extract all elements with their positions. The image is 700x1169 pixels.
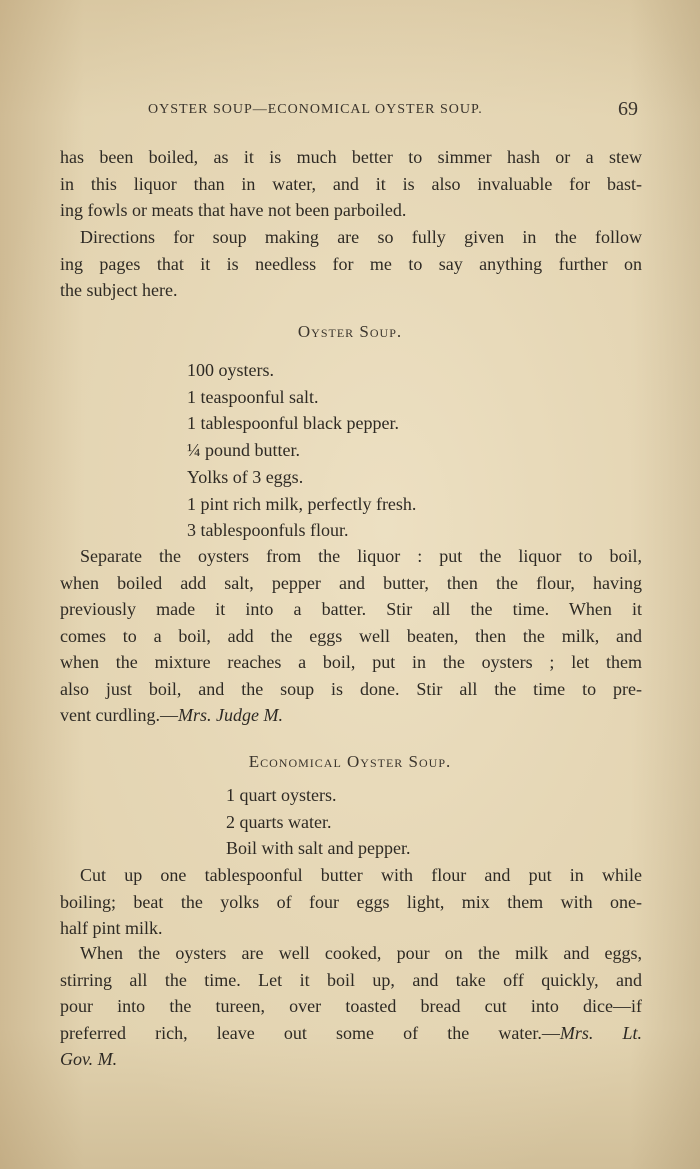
text-line: when boiled add salt, pepper and butter, then the flour, having: [60, 572, 642, 593]
text-line: boiling; beat the yolks of four eggs light, mix them with one-: [60, 891, 642, 912]
text-line: ing pages that it is needless for me to say anything further on: [60, 253, 642, 274]
ingredient-item: 1 pint rich milk, perfectly fresh.: [187, 493, 417, 514]
text-line: has been boiled, as it is much better to simmer hash or a stew: [60, 147, 642, 167]
economical-soup-paragraph-1: [60, 862, 642, 942]
ingredient-item: 100 oysters.: [187, 360, 274, 380]
attribution: Gov. M.: [60, 1049, 118, 1069]
text-line: [60, 1020, 642, 1047]
directions-paragraph: [60, 224, 642, 304]
economical-soup-heading: Economical Oyster Soup.: [248, 752, 452, 771]
text-fragment: preferred rich, leave out some of the water.—: [60, 1022, 560, 1043]
text-line: comes to a boil, add the eggs well beaten, then the milk, and: [60, 625, 642, 646]
text-line: the subject here.: [60, 280, 178, 300]
intro-paragraph: [60, 144, 642, 224]
text-line: When the oysters are well cooked, pour on the milk and eggs,: [80, 943, 642, 963]
page-number: 69: [618, 98, 638, 120]
attribution: Mrs. Lt.: [559, 1022, 642, 1043]
text-line: [60, 702, 642, 729]
oyster-soup-ingredients: [187, 357, 416, 544]
ingredient-item: 1 tablespoonful black pepper.: [187, 413, 399, 434]
running-title: OYSTER SOUP—ECONOMICAL OYSTER SOUP.: [148, 102, 483, 117]
text-line: Directions for soup making are so fully given in the follow: [80, 227, 642, 247]
text-line: stirring all the time. Let it boil up, and take off quickly, and: [60, 969, 642, 990]
oyster-soup-heading: Oyster Soup.: [297, 322, 403, 341]
ingredient-item: Boil with salt and pepper.: [226, 838, 411, 859]
ingredient-item: 1 teaspoonful salt.: [187, 386, 319, 407]
text-line: Separate the oysters from the liquor : put the liquor to boil,: [80, 546, 642, 566]
text-line: ing fowls or meats that have not been parboiled.: [60, 200, 407, 220]
ingredient-item: ¼ pound butter.: [187, 440, 300, 461]
ingredient-item: Yolks of 3 eggs.: [187, 466, 304, 487]
economical-soup-paragraph-2: [60, 940, 642, 1073]
text-line: Cut up one tablespoonful butter with flour and put in while: [80, 865, 642, 885]
attribution: Mrs. Judge M.: [177, 705, 283, 725]
text-line: [60, 1046, 642, 1073]
ingredient-item: 3 tablespoonfuls flour.: [187, 520, 349, 541]
running-header: [0, 98, 700, 122]
text-line: when the mixture reaches a boil, put in the oysters ; let them: [60, 652, 642, 672]
oyster-soup-method: [60, 543, 642, 729]
ingredient-item: 2 quarts water.: [226, 811, 332, 832]
text-line: also just boil, and the soup is done. Stir all the time to pre-: [60, 678, 642, 699]
text-line: pour into the tureen, over toasted bread cut into dice—if: [60, 996, 642, 1016]
economical-soup-ingredients: [226, 782, 410, 862]
text-line: previously made it into a batter. Stir all the time. When it: [60, 599, 642, 619]
ingredient-item: 1 quart oysters.: [226, 785, 337, 805]
text-fragment: vent curdling.—: [60, 705, 178, 725]
text-line: half pint milk.: [60, 918, 163, 938]
text-line: in this liquor than in water, and it is also invaluable for bast-: [60, 173, 642, 194]
